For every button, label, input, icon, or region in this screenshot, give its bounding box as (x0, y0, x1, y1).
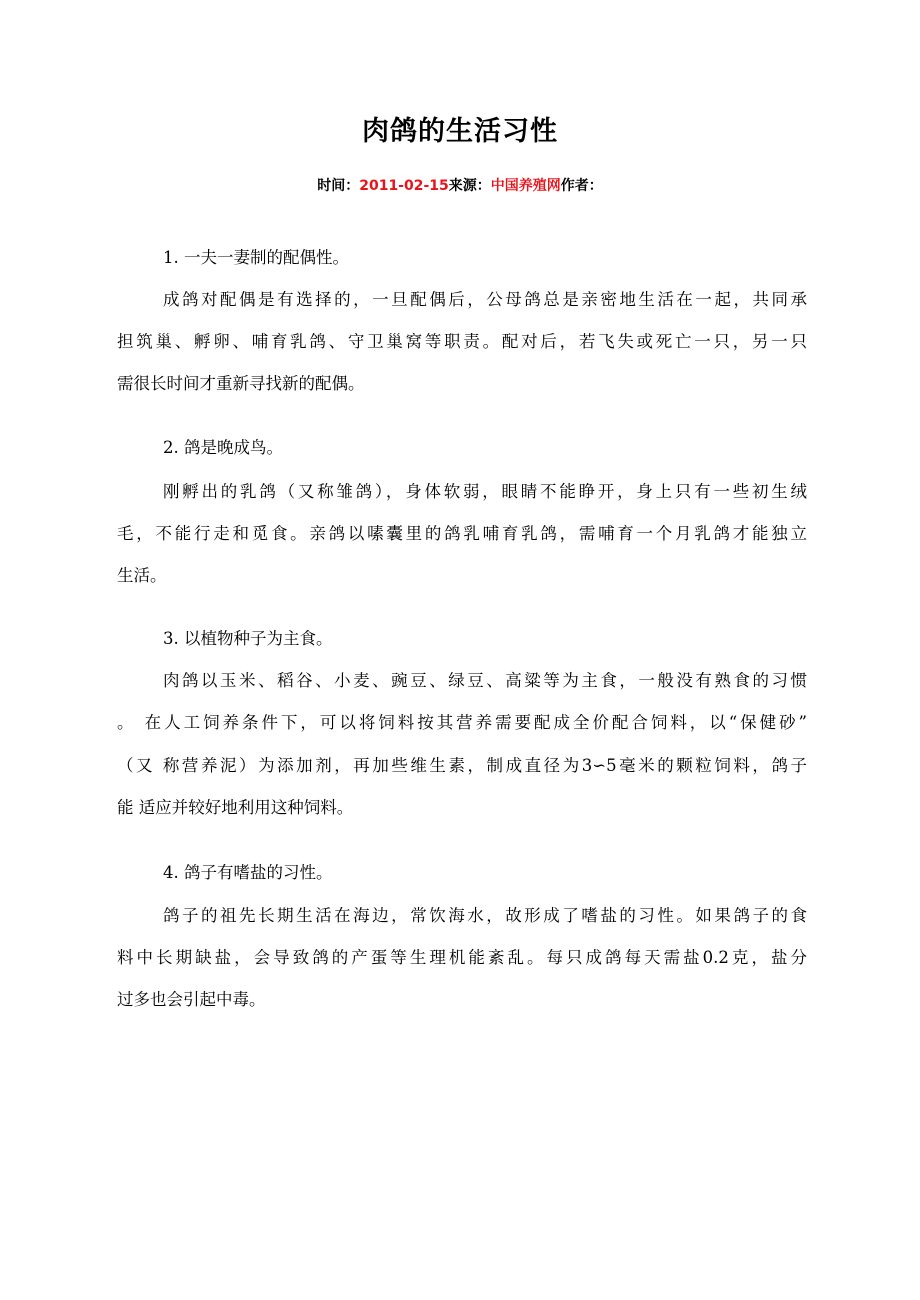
section-heading: 3. 以植物种子为主食。 (163, 629, 333, 648)
paragraph-line: 鸽子的祖先长期生活在海边，常饮海水，故形成了嗜盐的习性。如果鸽子的食 (163, 906, 807, 925)
paragraph-line: 刚孵出的乳鸽（又称雏鸽），身体软弱，眼睛不能睁开，身上只有一些初生绒 (163, 482, 807, 501)
paragraph-line: 。 在人工饲养条件下，可以将饲料按其营养需要配成全价配合饲料，以“保健砂” (117, 713, 807, 732)
publish-date: 2011-02-15 (359, 178, 449, 194)
paragraph-line: 成鸽对配偶是有选择的，一旦配偶后，公母鸽总是亲密地生活在一起，共同承 (163, 290, 807, 309)
source-name: 中国养殖网 (490, 178, 561, 194)
source-label: 来源： (448, 178, 491, 194)
paragraph-line: 料中长期缺盐，会导致鸽的产蛋等生理机能紊乱。每只成鸽每天需盐0.2克，盐分 (117, 948, 807, 967)
article-title: 肉鸽的生活习性 (362, 116, 558, 147)
paragraph-line: （又 称营养泥）为添加剂，再加些维生素，制成直径为3∽5毫米的颗粒饲料，鸽子 (117, 756, 807, 775)
section-heading: 4. 鸽子有嗜盐的习性。 (163, 863, 333, 882)
paragraph-line: 需很长时间才重新寻找新的配偶。 (117, 374, 365, 393)
paragraph-line: 生活。 (117, 566, 167, 585)
time-label: 时间： (317, 178, 360, 194)
paragraph-line: 肉鸽以玉米、稻谷、小麦、豌豆、绿豆、高粱等为主食，一般没有熟食的习惯 (163, 671, 807, 690)
paragraph-line: 能 适应并较好地利用这种饲料。 (117, 798, 354, 817)
paragraph-line: 毛，不能行走和觅食。亲鸽以嗉囊里的鸽乳哺育乳鸽，需哺育一个月乳鸽才能独立 (117, 524, 807, 543)
author-label: 作者： (560, 178, 603, 194)
section-heading: 2. 鸽是晚成鸟。 (163, 438, 283, 457)
paragraph-line: 过多也会引起中毒。 (117, 990, 266, 1009)
paragraph-line: 担筑巢、孵卵、哺育乳鸽、守卫巢窝等职责。配对后，若飞失或死亡一只，另一只 (117, 332, 807, 351)
article-meta (0, 176, 920, 196)
section-heading: 1. 一夫一妻制的配偶性。 (163, 248, 349, 267)
